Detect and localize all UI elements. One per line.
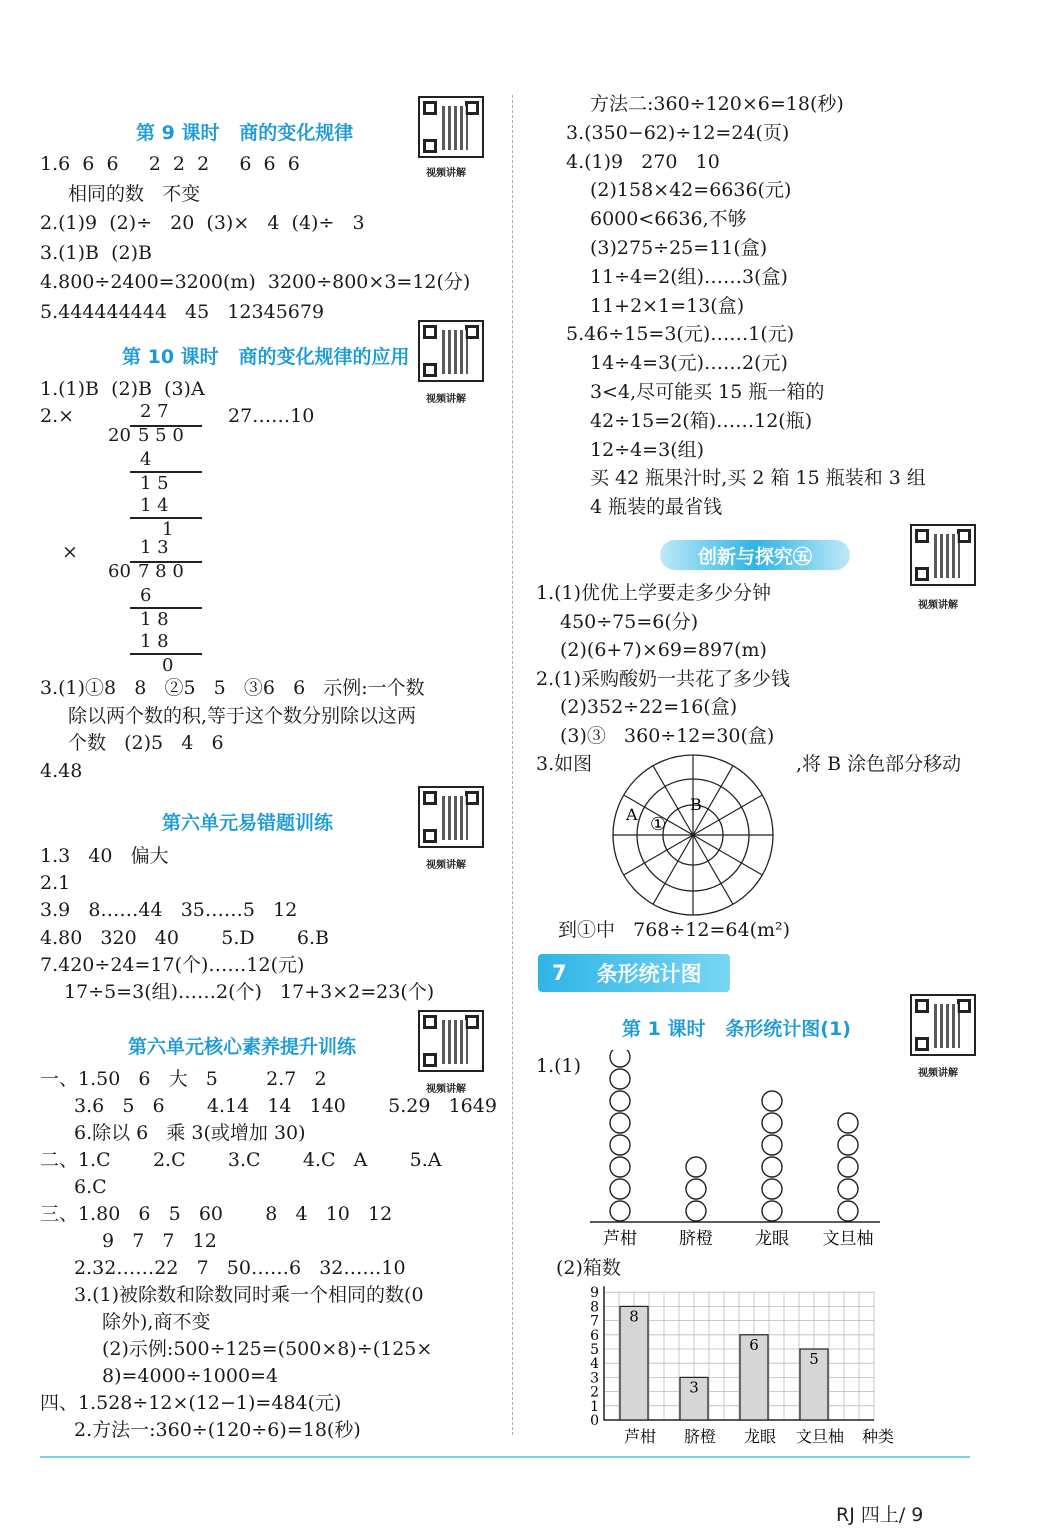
divisor: 20 (108, 425, 131, 446)
answer-line: 三、1.80 6 5 60 8 4 10 12 (40, 1203, 393, 1225)
tally-circle (610, 1157, 630, 1177)
spoke (653, 835, 693, 904)
unit-number: 7 (552, 961, 567, 985)
y-tick-label: 5 (590, 1342, 599, 1358)
answer-line: 6.除以 6 乘 3(或增加 30) (74, 1122, 306, 1144)
answer-line: 27……10 (228, 405, 315, 427)
answer-line: 6.C (74, 1176, 107, 1198)
tally-circle (610, 1201, 630, 1221)
qr-label: 视频讲解 (918, 1068, 958, 1079)
dividend: 7 8 0 (138, 561, 184, 582)
answer-mark: × (62, 541, 78, 563)
column-divider (512, 95, 513, 1435)
section-title: 第六单元核心素养提升训练 (128, 1036, 357, 1058)
tally-circle (838, 1113, 858, 1133)
answer-line: 11÷4=2(组)……3(盒) (590, 265, 788, 288)
step: 1 8 (140, 609, 169, 630)
question-label: 1.(1) (536, 1055, 582, 1077)
category-label: 龙眼 (743, 1427, 777, 1446)
quotient: 2 7 (140, 401, 169, 422)
tally-circle (762, 1113, 782, 1133)
answer-line: 4.800÷2400=3200(m) 3200÷800×3=12(分) (40, 271, 471, 293)
data-label: 5 (809, 1350, 819, 1368)
quotient: 1 3 (140, 537, 169, 558)
y-tick-label: 7 (590, 1313, 599, 1330)
qr-code[interactable] (418, 786, 484, 848)
label-b: B (690, 795, 702, 814)
answer-line: (2)示例:500÷125=(500×8)÷(125× (102, 1338, 433, 1360)
answer-line: (3)③ 360÷12=30(盒) (560, 725, 775, 747)
answer-line: 1.(1)优优上学要走多少分钟 (536, 582, 772, 604)
bottom-rule (40, 1456, 970, 1458)
qr-code[interactable] (910, 524, 976, 586)
category-label: 脐橙 (683, 1427, 717, 1446)
tally-circle (610, 1113, 630, 1133)
tally-circle (762, 1201, 782, 1221)
divisor: 60 (108, 561, 131, 582)
tally-circle (610, 1069, 630, 1089)
answer-line: 买 42 瓶果汁时,买 2 箱 15 瓶装和 3 组 (590, 467, 926, 490)
tally-circle (838, 1179, 858, 1199)
y-tick-label: 6 (590, 1327, 599, 1344)
spoke (693, 795, 762, 835)
answer-line: 3.9 8……44 35……5 12 (40, 899, 298, 922)
section-title: 第六单元易错题训练 (162, 812, 334, 834)
answer-line: 4.48 (40, 759, 83, 782)
x-axis-label: 种类 (861, 1427, 895, 1446)
y-tick-label: 1 (590, 1398, 599, 1415)
spoke (624, 835, 693, 875)
remainder: 1 (162, 519, 174, 540)
answer-line: 3<4,尽可能买 15 瓶一箱的 (590, 381, 825, 403)
answer-line: 相同的数 不变 (68, 182, 201, 205)
answer-line: 2.× (40, 405, 75, 427)
category-label: 龙眼 (755, 1229, 789, 1249)
answer-line: 2.(1)9 (2)÷ 20 (3)× 4 (4)÷ 3 (40, 212, 365, 234)
category-label: 芦柑 (623, 1427, 657, 1446)
unit-title: 条形统计图 (596, 962, 702, 986)
tally-circle (838, 1201, 858, 1221)
answer-line: 7.420÷24=17(个)……12(元) (40, 953, 305, 976)
y-tick-label: 4 (590, 1356, 599, 1373)
qr-label: 视频讲解 (426, 1084, 466, 1095)
qr-label: 视频讲解 (426, 860, 466, 871)
answer-line: 6000<6636,不够 (590, 208, 747, 231)
answer-line: 1.6 6 6 2 2 2 6 6 6 (40, 153, 300, 175)
tally-circle (610, 1050, 630, 1067)
answer-line: 3.(1)①8 8 ②5 5 ③6 6 示例:一个数 (40, 677, 425, 699)
answer-line: 方法二:360÷120×6=18(秒) (590, 93, 844, 115)
answer-line: 450÷75=6(分) (560, 610, 699, 633)
answer-line: 一、1.50 6 大 5 2.7 2 (40, 1068, 327, 1090)
qr-code[interactable] (418, 1010, 484, 1072)
answer-line: (2)352÷22=16(盒) (560, 696, 738, 719)
section-title: 第 10 课时 商的变化规律的应用 (122, 346, 410, 368)
answer-line: 1.(1)B (2)B (3)A (40, 378, 205, 400)
answer-line: 3.(350−62)÷12=24(页) (566, 121, 790, 144)
answer-line: 5.46÷15=3(元)……1(元) (566, 323, 795, 346)
tally-circle (762, 1157, 782, 1177)
qr-code[interactable] (418, 320, 484, 382)
tally-circle (610, 1135, 630, 1155)
answer-line: 9 7 7 12 (102, 1230, 217, 1252)
tally-circle (610, 1179, 630, 1199)
tally-circle (610, 1091, 630, 1111)
question-label: (2)箱数 (556, 1257, 621, 1279)
answer-line: (3)275÷25=11(盒) (590, 237, 768, 259)
answer-line: 5.444444444 45 12345679 (40, 300, 325, 323)
qr-code[interactable] (418, 96, 484, 158)
data-label: 8 (629, 1307, 639, 1326)
remainder: 0 (162, 655, 174, 676)
answer-line: 4.80 320 40 5.D 6.B (40, 926, 329, 949)
answer-line: 个数 (2)5 4 6 (68, 732, 224, 754)
bar-chart (586, 1282, 906, 1452)
y-tick-label: 2 (590, 1384, 599, 1401)
spoke (693, 835, 733, 904)
dividend: 5 5 0 (138, 425, 184, 446)
data-label: 6 (749, 1335, 759, 1354)
label-one: ① (650, 814, 667, 835)
data-label: 3 (689, 1378, 699, 1397)
section-title: 第 9 课时 商的变化规律 (136, 122, 354, 144)
y-tick-label: 8 (590, 1299, 599, 1316)
tally-circle (838, 1135, 858, 1155)
category-label: 文旦柚 (822, 1229, 874, 1249)
answer-line: 4.(1)9 270 10 (566, 150, 720, 173)
answer-line: 2.方法一:360÷(120÷6)=18(秒) (74, 1419, 361, 1441)
step: 6 (140, 585, 152, 606)
tally-circle (762, 1091, 782, 1111)
answer-line: (2)158×42=6636(元) (590, 179, 792, 202)
answer-line: 11+2×1=13(盒) (590, 294, 745, 317)
circle-tally-chart (580, 1050, 890, 1260)
answer-line: 四、1.528÷12×(12−1)=484(元) (40, 1392, 342, 1414)
answer-line: 8)=4000÷1000=4 (102, 1365, 279, 1387)
tally-circle (686, 1157, 706, 1177)
answer-line: 42÷15=2(箱)……12(瓶) (590, 409, 813, 432)
page-footer: RJ 四上/ 9 (836, 1504, 924, 1526)
answer-line: 3.如图 (536, 753, 593, 775)
y-tick-label: 3 (590, 1370, 599, 1387)
explore-badge: 创新与探究㊄ (660, 540, 850, 570)
tally-circle (762, 1135, 782, 1155)
answer-line: (2)(6+7)×69=897(m) (560, 639, 767, 662)
answer-line: 二、1.C 2.C 3.C 4.C A 5.A (40, 1149, 442, 1171)
category-label: 芦柑 (603, 1229, 637, 1249)
tally-circle (686, 1179, 706, 1199)
answer-line: 到①中 768÷12=64(m²) (558, 919, 791, 941)
tally-circle (838, 1157, 858, 1177)
answer-line: 1.3 40 偏大 (40, 845, 169, 867)
spoke (693, 835, 762, 875)
qr-code[interactable] (910, 994, 976, 1056)
step: 1 5 (140, 473, 169, 494)
answer-line: 除外),商不变 (102, 1311, 211, 1333)
answer-line: 2.32……22 7 50……6 32……10 (74, 1257, 406, 1279)
answer-line: 3.6 5 6 4.14 14 140 5.29 1649 (74, 1095, 497, 1117)
circle-diagram (610, 752, 776, 918)
section-title: 第 1 课时 条形统计图(1) (622, 1018, 851, 1040)
step: 1 4 (140, 495, 169, 516)
category-label: 脐橙 (679, 1229, 713, 1249)
qr-label: 视频讲解 (426, 168, 466, 179)
answer-line: 除以两个数的积,等于这个数分别除以这两 (68, 704, 417, 727)
answer-line: 3.(1)B (2)B (40, 241, 152, 264)
answer-line: 2.(1)采购酸奶一共花了多少钱 (536, 667, 791, 690)
qr-label: 视频讲解 (918, 600, 958, 611)
answer-line: 3.(1)被除数和除数同时乘一个相同的数(0 (74, 1284, 424, 1306)
answer-line: 17÷5=3(组)……2(个) 17+3×2=23(个) (64, 981, 435, 1003)
category-label: 文旦柚 (795, 1427, 845, 1446)
answer-line: ,将 B 涂色部分移动 (796, 753, 962, 775)
tally-circle (686, 1201, 706, 1221)
tally-circle (762, 1179, 782, 1199)
y-tick-label: 9 (590, 1285, 599, 1302)
answer-line: 14÷4=3(元)……2(元) (590, 352, 788, 375)
step: 4 (140, 449, 152, 470)
step: 1 8 (140, 631, 169, 652)
qr-label: 视频讲解 (426, 394, 466, 405)
label-a: A (626, 805, 638, 824)
answer-line: 4 瓶装的最省钱 (590, 496, 723, 519)
answer-line: 2.1 (40, 872, 71, 895)
answer-line: 12÷4=3(组) (590, 438, 705, 461)
unit-banner (538, 954, 730, 992)
y-tick-label: 0 (590, 1413, 599, 1429)
